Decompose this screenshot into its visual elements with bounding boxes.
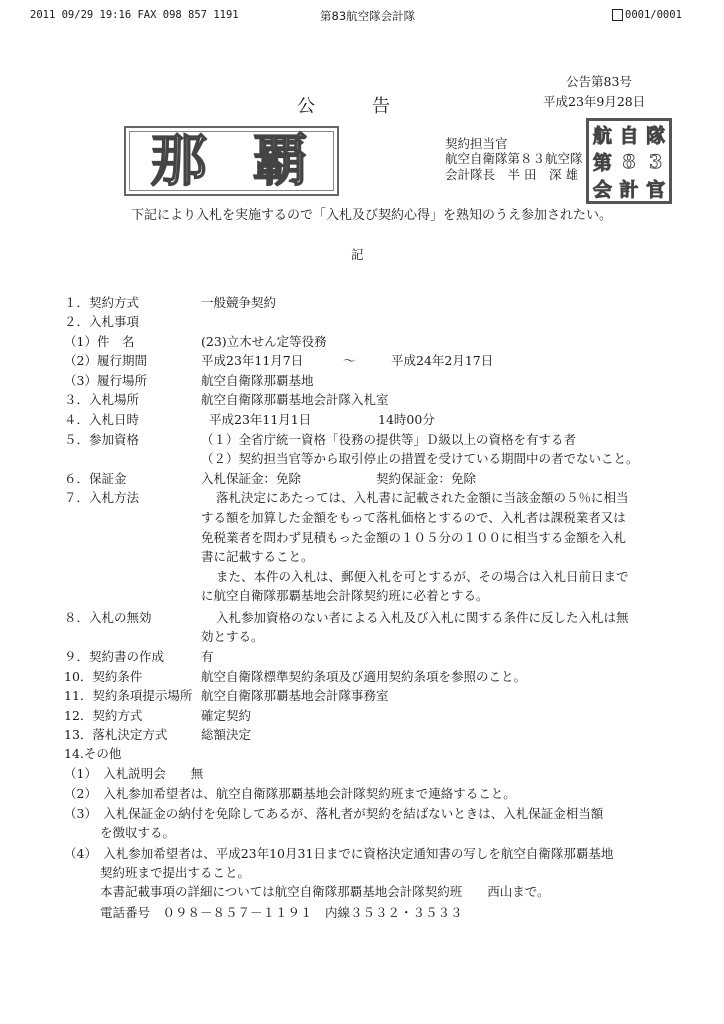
- notice-number: 公告第83号: [566, 74, 632, 89]
- item-4-date: 平成23年11月1日: [209, 412, 312, 427]
- item-2b-end: 平成24年2月17日: [391, 353, 494, 368]
- official-seal: [586, 118, 672, 204]
- seal-char: 3: [649, 150, 663, 173]
- seal-char: 計: [619, 179, 639, 201]
- item-2b-start: 平成23年11月7日: [201, 353, 304, 368]
- title-char-1: 公: [297, 96, 315, 117]
- item-2a-label: （1）件 名: [64, 334, 135, 349]
- item-2-label: ２．入札事項: [64, 314, 140, 329]
- fax-datetime: 2011 09/29 19:16 FAX 098 857 1191: [30, 9, 239, 21]
- naha-stamp-char-2: 覇: [252, 128, 313, 194]
- other-1: （1） 入札説明会 無: [64, 766, 204, 781]
- item-4-label: ４．入札日時: [64, 412, 140, 427]
- issuer-title: 契約担当官: [445, 136, 508, 151]
- seal-char: 航: [592, 125, 612, 147]
- item-12-label: 12．契約方式: [64, 708, 143, 723]
- item-6-label: ６．保証金: [64, 471, 127, 486]
- phone-line: 電話番号 ０９８－８５７－１１９１ 内線３５３２・３５３３: [100, 905, 463, 920]
- item-8-line-2: 効とする。: [201, 629, 264, 644]
- other-4-line-2: 契約班まで提出すること。: [100, 865, 251, 880]
- item-6-bid-deposit: 入札保証金：免除: [201, 471, 302, 486]
- fax-sender: 第83航空隊会計隊: [320, 9, 416, 23]
- item-2a-value: (23)立木せん定等役務: [201, 334, 327, 349]
- item-1-label: １．契約方式: [64, 295, 140, 310]
- item-1-value: 一般競争契約: [201, 295, 277, 310]
- item-10-value: 航空自衛隊標準契約条項及び適用契約条項を参照のこと。: [201, 669, 527, 684]
- item-9-label: ９．契約書の作成: [64, 649, 165, 664]
- item-7-line-3: 免税業者を問わず見積もった金額の１０５分の１００に相当する金額を入札: [201, 530, 627, 545]
- item-12-value: 確定契約: [201, 708, 252, 723]
- item-7-line-5: また、本件の入札は、郵便入札を可とするが、その場合は入札日前日まで: [216, 569, 629, 584]
- issuer-name: 会計隊長 半 田 深 雄: [445, 167, 578, 182]
- item-13-label: 13．落札決定方式: [64, 727, 168, 742]
- seal-char: 官: [646, 179, 666, 201]
- ki-heading: 記: [351, 247, 364, 262]
- other-2: （2） 入札参加希望者は、航空自衛隊那覇基地会計隊契約班まで連絡すること。: [64, 786, 516, 801]
- intro-text: 下記により入札を実施するので「入札及び契約心得」を熟知のうえ参加されたい。: [131, 208, 613, 223]
- item-2c-label: （3）履行場所: [64, 373, 147, 388]
- contact-line: 本書記載事項の詳細については航空自衛隊那覇基地会計隊契約班 西山まで。: [100, 884, 550, 899]
- naha-stamp-char-1: 那: [150, 128, 211, 194]
- fax-page-indicator: [612, 9, 682, 21]
- item-5-line-2: （２）契約担当官等から取引停止の措置を受けている期間中の者でないこと。: [201, 451, 639, 466]
- item-11-value: 航空自衛隊那覇基地会計隊事務室: [201, 688, 389, 703]
- seal-char: 8: [622, 150, 636, 173]
- seal-char: 第: [592, 152, 612, 174]
- fax-page-number: 0001/0001: [625, 9, 682, 21]
- item-7-line-6: に航空自衛隊那覇基地会計隊契約班に必着とする。: [201, 588, 489, 603]
- seal-char: 会: [592, 179, 612, 201]
- item-7-line-2: する額を加算した金額をもって落札価格とするので、入札者は課税業者又は: [201, 510, 626, 525]
- title-char-2: 告: [372, 96, 390, 117]
- item-2c-value: 航空自衛隊那覇基地: [201, 373, 314, 388]
- naha-stamp: [124, 126, 339, 196]
- item-6-contract-deposit: 契約保証金：免除: [376, 471, 477, 486]
- item-9-value: 有: [201, 649, 214, 664]
- item-5-label: ５．参加資格: [64, 432, 140, 447]
- item-13-value: 総額決定: [201, 727, 252, 742]
- other-3-line-1: （3） 入札保証金の納付を免除してあるが、落札者が契約を結ばないときは、入札保証金相当額: [64, 806, 604, 821]
- fax-page-icon: [612, 9, 623, 21]
- item-2b-label: （2）履行期間: [64, 353, 147, 368]
- notice-date: 平成23年9月28日: [543, 94, 646, 109]
- item-10-label: 10．契約条件: [64, 669, 143, 684]
- other-3-line-2: を徴収する。: [100, 825, 176, 840]
- item-7-label: ７．入札方法: [64, 490, 140, 505]
- item-7-line-1: 落札決定にあたっては、入札書に記載された金額に当該金額の５％に相当: [216, 490, 629, 505]
- item-14-label: 14.その他: [64, 746, 122, 761]
- issuer-unit: 航空自衛隊第８３航空隊: [445, 151, 583, 166]
- item-11-label: 11．契約条項提示場所: [64, 688, 193, 703]
- item-4-time: 14時00分: [378, 412, 435, 427]
- item-5-line-1: （１）全省庁統一資格「役務の提供等」Ｄ級以上の資格を有する者: [201, 432, 577, 447]
- item-7-line-4: 書に記載すること。: [201, 549, 314, 564]
- item-8-line-1: 入札参加資格のない者による入札及び入札に関する条件に反した入札は無: [216, 610, 629, 625]
- item-8-label: ８．入札の無効: [64, 610, 152, 625]
- item-2b-separator: ～: [343, 353, 356, 368]
- seal-char: 自: [619, 125, 639, 147]
- item-3-value: 航空自衛隊那覇基地会計隊入札室: [201, 392, 389, 407]
- other-4-line-1: （4） 入札参加希望者は、平成23年10月31日までに資格決定通知書の写しを航空自衛隊那覇基地: [64, 846, 614, 861]
- item-3-label: ３．入札場所: [64, 392, 140, 407]
- seal-char: 隊: [646, 125, 666, 147]
